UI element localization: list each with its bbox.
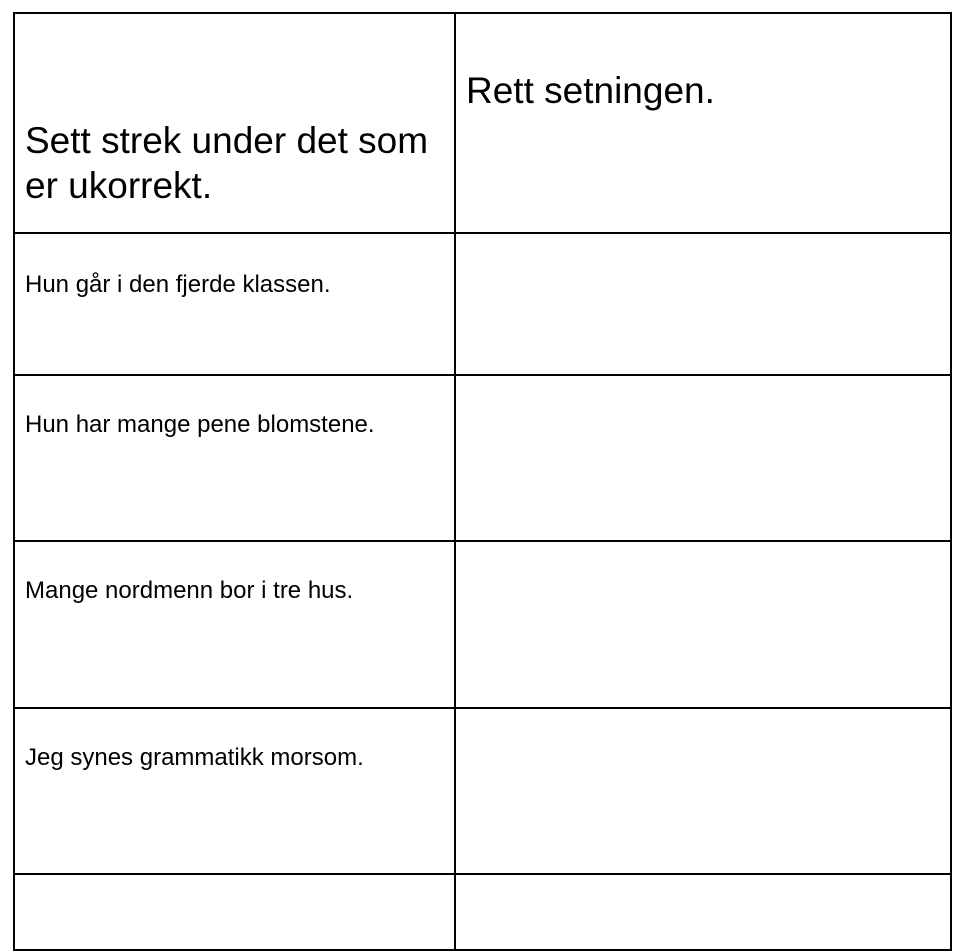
- sentence-cell: Hun har mange pene blomstene.: [14, 375, 455, 541]
- table-row: [14, 541, 951, 708]
- sentence-cell-empty: [14, 874, 455, 950]
- correction-cell[interactable]: [455, 708, 951, 874]
- header-underline-instruction: Sett strek under det som er ukorrekt.: [14, 13, 455, 233]
- table-row: [14, 375, 951, 541]
- worksheet: [13, 12, 950, 771]
- exercise-table: [13, 12, 952, 951]
- table-row: [14, 708, 951, 874]
- header-row: [14, 13, 951, 233]
- correction-cell[interactable]: [455, 233, 951, 375]
- table-row-partial: [14, 874, 951, 950]
- sentence-cell: Hun går i den fjerde klassen.: [14, 233, 455, 375]
- correction-cell[interactable]: [455, 375, 951, 541]
- header-correct-instruction: Rett setningen.: [455, 13, 951, 233]
- correction-cell[interactable]: [455, 541, 951, 708]
- sentence-cell: Jeg synes grammatikk morsom.: [14, 708, 455, 874]
- correction-cell-empty[interactable]: [455, 874, 951, 950]
- table-row: [14, 233, 951, 375]
- sentence-cell: Mange nordmenn bor i tre hus.: [14, 541, 455, 708]
